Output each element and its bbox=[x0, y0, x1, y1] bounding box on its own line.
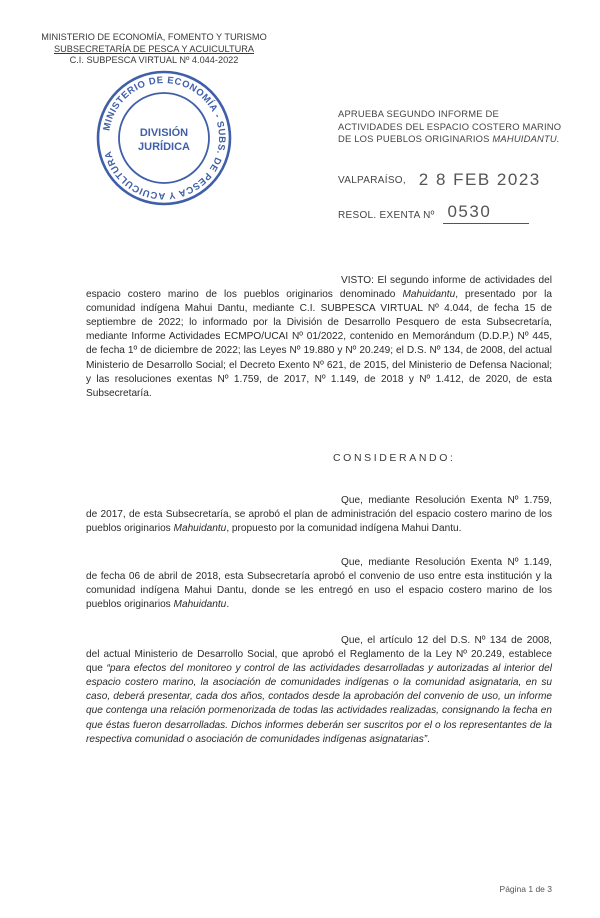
place-label: VALPARAÍSO, bbox=[338, 175, 406, 186]
undersecretariat-name: SUBSECRETARÍA DE PESCA Y ACUICULTURA bbox=[54, 43, 254, 54]
visto-text-1: VISTO: El segundo informe de actividades del espacio costero marino de los pueblos originarios denominado bbox=[86, 275, 552, 301]
letterhead bbox=[40, 32, 268, 67]
resolution-blank bbox=[443, 202, 529, 224]
division-juridica-seal bbox=[92, 66, 236, 210]
date-stamp: 2 8 FEB 2023 bbox=[418, 170, 541, 189]
resolution-label: RESOL. EXENTA Nº bbox=[338, 210, 435, 221]
c3-quote: “para efectos del monitoreo y control de las actividades desarrolladas y autorizadas al interior del espacio costero marino, la asociación de comunidades indígenas o la comunidad asignataria, en su caso, deberá presentar, cada dos años, contados desde la aprobación del convenio de uso, un informe que contenga una relación pormenorizada de todas las actividades realizadas, consignando la fecha en que éstas fueron desarrolladas. Dichos informes deberán ser suscritos por el o los representantes de la respectiva comunidad o asociación de comunidades indígenas asignatarias” bbox=[86, 663, 552, 745]
considerando-1 bbox=[86, 494, 552, 536]
considerando-2 bbox=[86, 556, 552, 612]
reference-number: C.I. SUBPESCA VIRTUAL Nº 4.044-2022 bbox=[69, 55, 239, 65]
subject-text: APRUEBA SEGUNDO INFORME DE ACTIVIDADES DEL ESPACIO COSTERO MARINO DE LOS PUEBLOS ORIGINARIOS bbox=[338, 108, 562, 144]
visto-text-2: , presentado por la comunidad indígena Mahui Dantu, mediante C.I. SUBPESCA VIRTUAL Nº 4.044, de fecha 15 de septiembre de 2022; lo informado por la División de Desarrollo Pesquero de esta Subsecretaría, mediante Informe Actividades ECMPO/UCAI Nº 01/2022, contenido en Memorándum (D.D.P.) Nº 445, de fecha 1º de diciembre de 2022; las Leyes Nº 19.880 y Nº 20.249; el D.S. Nº 134, de 2008, del actual Ministerio de Desarrollo Social; el Decreto Exento Nº 621, de 2015, del Ministerio de Defensa Nacional; y las resoluciones exentas Nº 1.759, de 2017, Nº 1.149, de 2018 y Nº 1.412, de 2020, de esta Subsecretaría. bbox=[86, 289, 552, 399]
resolution-number: 0530 bbox=[447, 202, 492, 221]
c3-end: . bbox=[427, 733, 430, 745]
visto-paragraph bbox=[86, 274, 552, 401]
c1-name: Mahuidantu bbox=[173, 523, 227, 535]
seal-center-line1: DIVISIÓN bbox=[139, 127, 189, 139]
considerando-3 bbox=[86, 634, 552, 747]
place-date-line bbox=[338, 170, 541, 190]
ministry-name: MINISTERIO DE ECONOMÍA, FOMENTO Y TURISMO bbox=[41, 32, 267, 42]
seal-ring-text: MINISTERIO DE ECONOMÍA - SUBS. DE PESCA Y ACUICULTURA bbox=[101, 74, 228, 202]
c3-text: Que, el artículo 12 del D.S. Nº 134 de 2008, del actual Ministerio de Desarrollo Social, que aprobó el Reglamento de la Ley Nº 20.249, establece que bbox=[86, 635, 552, 675]
c2-name: Mahuidantu bbox=[173, 599, 227, 611]
visto-name: Mahuidantu bbox=[402, 289, 456, 301]
subject-name: MAHUIDANTU. bbox=[492, 133, 560, 144]
c2-text: Que, mediante Resolución Exenta Nº 1.149, de fecha 06 de abril de 2018, esta Subsecretaría aprobó el convenio de uso entre esta institución y la comunidad indígena Mahui Dantu, donde se les entregó en uso el espacio costero marino de los pueblos originarios bbox=[86, 557, 552, 611]
c1-end: , propuesto por la comunidad indígena Mahui Dantu. bbox=[226, 523, 462, 535]
resolution-line bbox=[338, 202, 529, 224]
considerando-heading: CONSIDERANDO: bbox=[333, 452, 456, 464]
seal-center-line2: JURÍDICA bbox=[138, 141, 190, 153]
c2-end: . bbox=[226, 599, 230, 611]
c1-text: Que, mediante Resolución Exenta Nº 1.759, de 2017, de esta Subsecretaría, se aprobó el plan de administración del espacio costero marino de los pueblos originarios bbox=[86, 495, 552, 535]
subject-block bbox=[338, 108, 564, 146]
page-number: Página 1 de 3 bbox=[499, 884, 552, 894]
